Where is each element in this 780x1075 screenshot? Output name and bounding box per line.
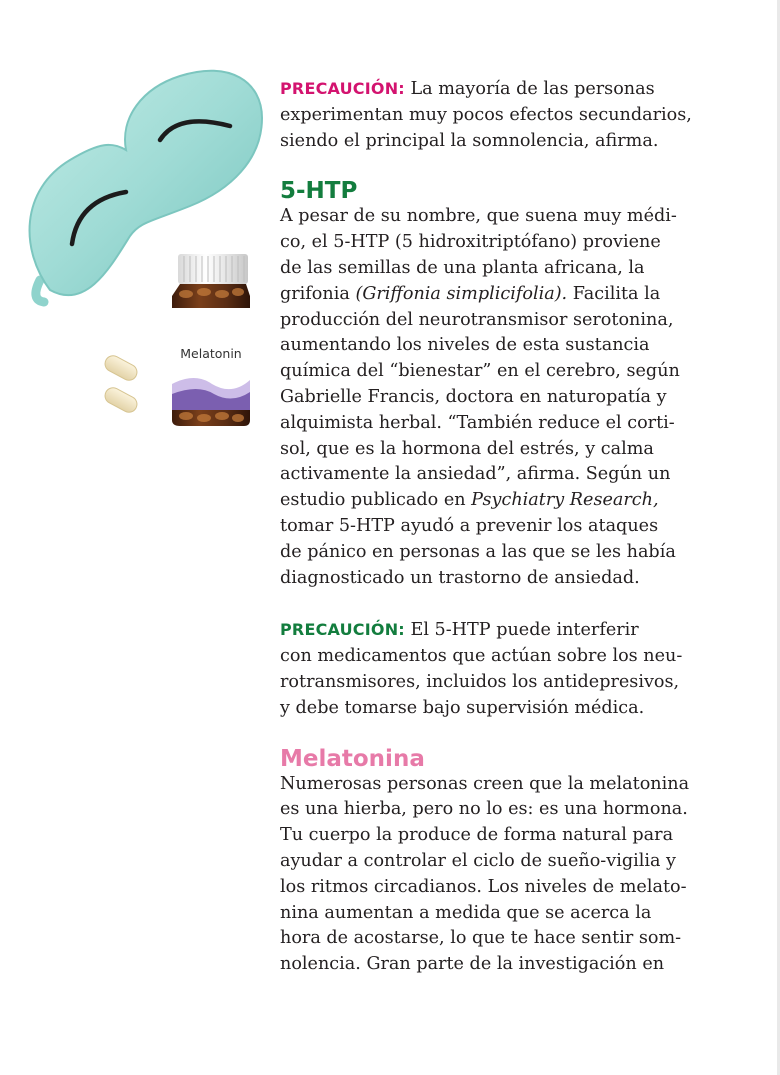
section-heading-melatonina: Melatonina bbox=[280, 745, 425, 772]
product-illustration bbox=[0, 0, 270, 440]
pill-icon bbox=[102, 353, 140, 415]
melatonin-bottle-icon bbox=[172, 254, 250, 426]
section-heading-5htp: 5-HTP bbox=[280, 178, 358, 205]
caution-label: PRECAUCIÓN: bbox=[280, 620, 405, 640]
melatonina-paragraph: Numerosas personas creen que la melatonina es una hierba, pero no lo es: es una hormona. Tu cuerpo la produce de forma natural para ayudar a controlar el ciclo de sueño-vigilia y los ritmos circadianos. Los niveles de melato- nina aumentan a medida que se acerca la hora de acostarse, lo que te hace sentir som- nolencia. Gran parte de la investigación en bbox=[280, 773, 690, 975]
caution-paragraph-5htp: PRECAUCIÓN: El 5-HTP puede interferir con medicamentos que actúan sobre los neu- rotransmisores, incluidos los antidepresivos, y debe tomarse bajo supervisión médica. bbox=[280, 620, 683, 718]
article-body bbox=[280, 76, 720, 978]
5htp-paragraph: A pesar de su nombre, que suena muy médi- co, el 5-HTP (5 hidroxitriptófano) proviene de las semillas de una planta africana, la grifonia (Griffonia simplicifolia). Facilita la producción del neurotransmisor serotonina, aumentando los niveles de esta sustancia química del “bienestar” en el cerebro, según Gabrielle Francis, doctora en naturopatía y alquimista herbal. “También reduce el corti- sol, que es la hormona del estrés, y calma activamente la ansiedad”, afirma. Según un estudio publicado en Psychiatry Research, tomar 5-HTP ayudó a prevenir los ataques de pánico en personas a las que se les había diagnosticado un trastorno de ansiedad. bbox=[280, 206, 680, 588]
bottle-label: Melatonin bbox=[180, 346, 242, 361]
caution-paragraph: PRECAUCIÓN: La mayoría de las personas experimentan muy pocos efectos secundarios, siendo el principal la somnolencia, afirma. bbox=[280, 79, 692, 151]
caution-label: PRECAUCIÓN: bbox=[280, 79, 405, 98]
